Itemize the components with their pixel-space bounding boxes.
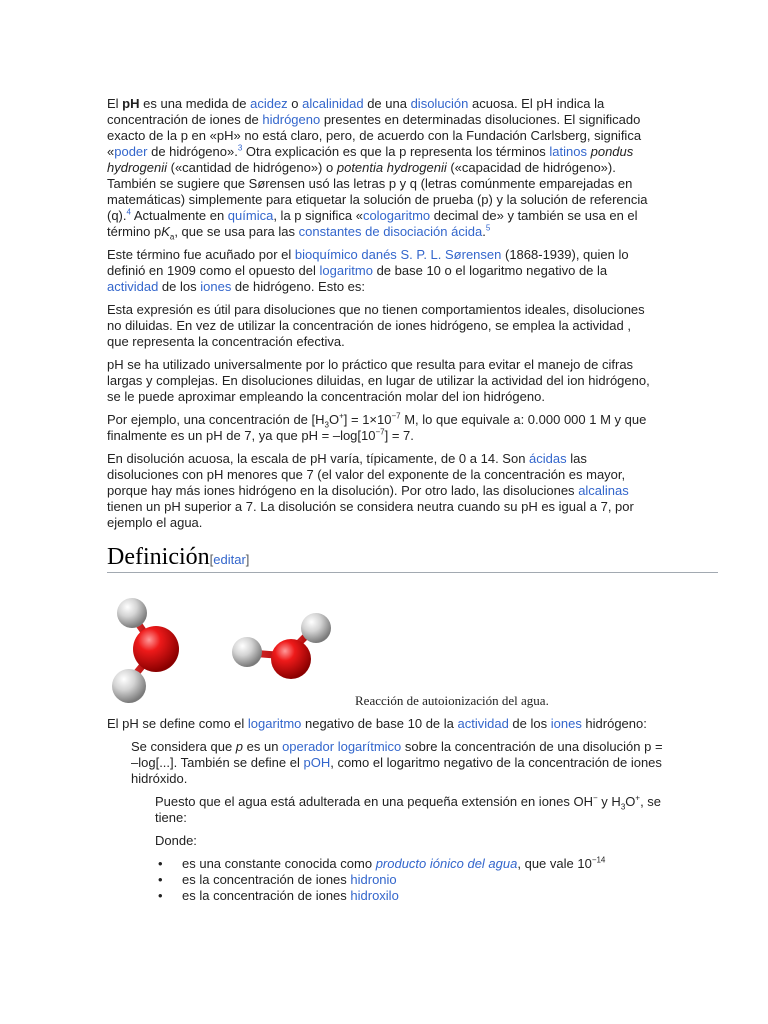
text: El pH se define como el — [107, 716, 248, 731]
definition-section — [107, 716, 667, 904]
text: M, lo que equivale a: 0.000 000 1 M y que finalmente es un pH de 7, ya que pH = –log[10 — [107, 412, 647, 443]
text: (1868-1939), quien lo definió en 1909 como el opuesto del — [107, 247, 629, 278]
superscript: + — [339, 411, 344, 421]
link-poder[interactable]: poder — [114, 144, 148, 159]
subscript: a — [169, 232, 175, 242]
section-heading-definicion — [107, 540, 718, 573]
bullet: • — [158, 888, 163, 903]
text: ] = 1×10 — [343, 412, 392, 427]
water-molecules-image — [100, 588, 355, 706]
link-iones[interactable]: iones — [550, 716, 582, 731]
oxygen-atom — [133, 626, 179, 672]
subscript: 3 — [324, 420, 329, 430]
hydrogen-atom — [232, 637, 262, 667]
link-actividad[interactable]: actividad — [457, 716, 509, 731]
reference-link[interactable]: 4 — [126, 207, 131, 217]
link-operador-logaritmico[interactable]: operador logarítmico — [282, 739, 402, 754]
oxygen-atom — [271, 639, 311, 679]
edit-section — [210, 552, 250, 567]
text: decimal de» y también se usa en el término p — [107, 208, 638, 239]
superscript: + — [635, 793, 641, 803]
definition-list — [107, 856, 667, 904]
text: de una — [363, 96, 411, 111]
text: es la concentración de iones — [182, 872, 351, 887]
list-item — [155, 856, 667, 872]
intro-paragraph-1 — [107, 96, 655, 240]
bracket: [ — [209, 552, 214, 567]
text: , como el logaritmo negativo de la concentración de iones hidróxido. — [131, 755, 662, 786]
italic-text: pondus hydrogenii — [107, 144, 634, 175]
text: O — [625, 794, 636, 809]
text: y H — [597, 794, 621, 809]
text: , se tiene: — [155, 794, 662, 825]
reference-link[interactable]: 3 — [237, 143, 243, 153]
subscript: 3 — [620, 802, 626, 812]
edit-link[interactable]: editar — [213, 552, 246, 567]
text: presentes en determinadas disoluciones. El significado exacto de la p en «pH» no está claro, pero, de acuerdo con la Fundación Carlsberg, significa « — [107, 112, 642, 159]
link-disolucion[interactable]: disolución — [410, 96, 469, 111]
link-hidrogeno[interactable]: hidrógeno — [262, 112, 321, 127]
link-alcalinidad[interactable]: alcalinidad — [302, 96, 364, 111]
link-acidez[interactable]: acidez — [250, 96, 288, 111]
text: Otra explicación es que la p representa los términos — [242, 144, 550, 159]
text: , que vale 10 — [517, 856, 592, 871]
bracket: ] — [245, 552, 250, 567]
text: ] = 7. — [384, 428, 414, 443]
intro-section — [107, 96, 655, 538]
superscript: −7 — [375, 427, 385, 437]
figure-caption: Reacción de autoionización del agua. — [355, 693, 549, 708]
text: , la p significa « — [273, 208, 363, 223]
text: o — [287, 96, 303, 111]
text: Actualmente en — [130, 208, 228, 223]
hydrogen-atom — [301, 613, 331, 643]
text: En disolución acuosa, la escala de pH varía, típicamente, de 0 a 14. Son — [107, 451, 530, 466]
link-latinos[interactable]: latinos — [549, 144, 587, 159]
text: es un — [243, 739, 283, 754]
superscript: − — [593, 793, 598, 803]
text: acuosa. El pH indica la concentración de iones de — [107, 96, 605, 127]
link-hidroxilo[interactable]: hidroxilo — [350, 888, 399, 903]
link-constantes-disociacion[interactable]: constantes de disociación ácida — [298, 224, 483, 239]
definition-paragraph-1 — [107, 716, 667, 732]
text: O — [328, 412, 340, 427]
list-item — [155, 888, 667, 904]
reference-link[interactable]: 5 — [485, 223, 491, 233]
text: de los — [158, 279, 201, 294]
text: , que se usa para las — [174, 224, 299, 239]
link-danes[interactable]: danés — [361, 247, 397, 262]
link-alcalinas[interactable]: alcalinas — [578, 483, 629, 498]
ph-term: pH — [122, 96, 140, 111]
text: de hidrógeno». — [147, 144, 238, 159]
link-producto-ionico[interactable]: producto iónico del agua — [375, 856, 518, 871]
hydrogen-atom — [117, 598, 147, 628]
text: Puesto que el agua está adulterada en una pequeña extensión en iones OH — [155, 794, 594, 809]
text: es la concentración de iones — [182, 888, 351, 903]
superscript: −7 — [391, 411, 401, 421]
text: es una medida de — [139, 96, 251, 111]
text: las disoluciones con pH menores que 7 (el valor del exponente de la concentración es mayor, porque hay más iones hidrógeno en la disolución). Por otro lado, las disoluciones — [107, 451, 626, 498]
link-bioquimico[interactable]: bioquímico — [294, 247, 358, 262]
link-actividad[interactable]: actividad — [107, 279, 159, 294]
text: tienen un pH superior a 7. La disolución se considera neutra cuando su pH es igual a 7, por ejemplo el agua. — [107, 499, 634, 530]
definition-paragraph-4: Donde: — [155, 833, 197, 848]
superscript: −14 — [591, 855, 606, 865]
text: de base 10 o el logaritmo negativo de la — [372, 263, 608, 278]
text: de hidrógeno. Esto es: — [231, 279, 366, 294]
bullet: • — [158, 872, 163, 887]
link-poh[interactable]: pOH — [303, 755, 331, 770]
italic-text: K — [161, 224, 170, 239]
section-title: Definición — [107, 544, 210, 570]
section-title-wrap — [107, 544, 249, 571]
bullet: • — [158, 856, 163, 871]
text: Se considera que — [131, 739, 236, 754]
intro-paragraph-2 — [107, 247, 655, 295]
link-quimica[interactable]: química — [227, 208, 274, 223]
link-hidronio[interactable]: hidronio — [350, 872, 397, 887]
link-acidas[interactable]: ácidas — [529, 451, 567, 466]
link-sorensen[interactable]: S. P. L. Sørensen — [400, 247, 502, 262]
intro-paragraph-5 — [107, 412, 655, 444]
text: de los — [508, 716, 551, 731]
text: («cantidad de hidrógeno») o — [167, 160, 337, 175]
italic-text: p — [235, 739, 244, 754]
link-cologaritmo[interactable]: cologaritmo — [362, 208, 431, 223]
italic-text: potentia hydrogenii — [336, 160, 447, 175]
water-molecule-1 — [112, 598, 179, 703]
intro-paragraph-6 — [107, 451, 655, 531]
text: («capacidad de hidrógeno»). También se sugiere que Sørensen usó las letras p y q (letras comúnmente emparejadas en matemáticas) simplemente para etiquetar la solución de prueba (p) y la solución de referencia (q). — [107, 160, 648, 223]
link-logaritmo[interactable]: logaritmo — [319, 263, 373, 278]
list-item — [155, 872, 667, 888]
text: . — [482, 224, 486, 239]
text: Por ejemplo, una concentración de [H — [107, 412, 325, 427]
water-molecule-2 — [232, 613, 331, 679]
intro-paragraph-3: Esta expresión es útil para disoluciones que no tienen comportamientos ideales, disoluciones no diluidas. En vez de utilizar la concentración de iones hidrógeno, se emplea la actividad , que representa la concentración efectiva. — [107, 302, 645, 349]
text: hidrógeno: — [581, 716, 647, 731]
text: Este término fue acuñado por el — [107, 247, 295, 262]
text: es una constante conocida como — [182, 856, 376, 871]
text: sobre la concentración de una disolución p = –log[...]. También se define el — [131, 739, 663, 770]
text: El — [107, 96, 123, 111]
intro-paragraph-4: pH se ha utilizado universalmente por lo práctico que resulta para evitar el manejo de cifras largas y complejas. En disoluciones diluidas, en lugar de utilizar la actividad del ion hidrógeno, se le puede aproximar empleando la concentración molar del ion hidrógeno. — [107, 357, 650, 404]
text: negativo de base 10 de la — [301, 716, 458, 731]
definition-paragraph-2 — [131, 739, 667, 787]
definition-paragraph-3 — [155, 794, 667, 826]
link-iones[interactable]: iones — [200, 279, 232, 294]
hydrogen-atom — [112, 669, 146, 703]
link-logaritmo[interactable]: logaritmo — [247, 716, 302, 731]
